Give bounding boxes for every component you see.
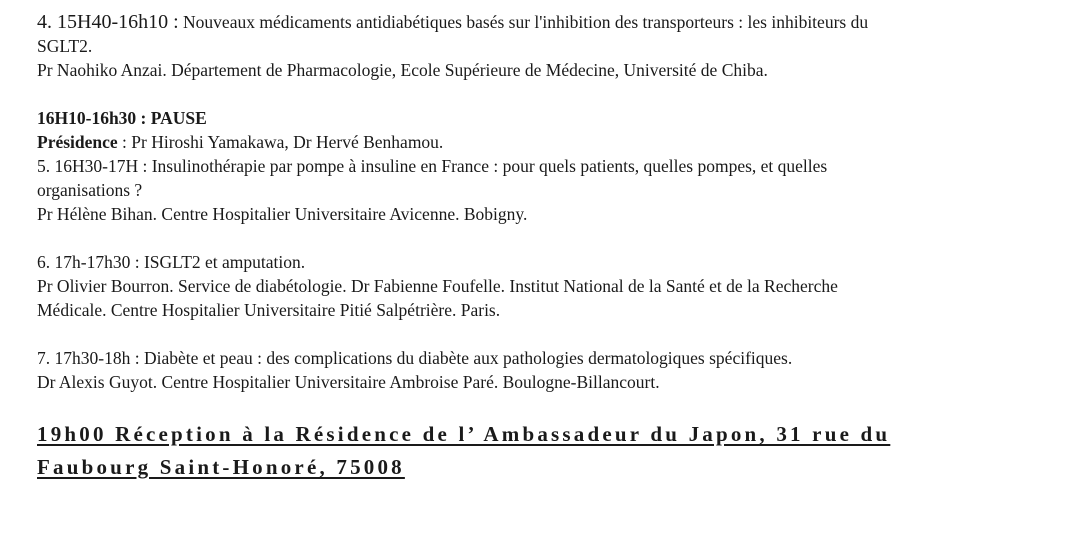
presidence-line (37, 130, 1047, 154)
session-4-title-line1 (37, 10, 1047, 34)
session-6-speaker-line2: Médicale. Centre Hospitalier Universitaire Pitié Salpétrière. Paris. (37, 300, 501, 320)
pause-heading: 16H10-16h30 : PAUSE (37, 108, 207, 128)
presidence-names: : Pr Hiroshi Yamakawa, Dr Hervé Benhamou. (117, 132, 444, 152)
spacer (37, 322, 1047, 346)
session-7-title: 7. 17h30-18h : Diabète et peau : des complications du diabète aux pathologies dermatologiques spécifiques. (37, 348, 793, 368)
session-5-title-line1: 5. 16H30-17H : Insulinothérapie par pompe à insuline en France : pour quels patients, quelles pompes, et quelles (37, 156, 828, 176)
spacer (37, 82, 1047, 106)
session-6-speaker-line1: Pr Olivier Bourron. Service de diabétologie. Dr Fabienne Foufelle. Institut National de la Santé et de la Recherche (37, 276, 838, 296)
reception-announcement (37, 418, 1047, 484)
session-4-speaker: Pr Naohiko Anzai. Département de Pharmacologie, Ecole Supérieure de Médecine, Université de Chiba. (37, 60, 768, 80)
spacer (37, 226, 1047, 250)
session-4-title-line2: SGLT2. (37, 36, 93, 56)
session-4-title-text: Nouveaux médicaments antidiabétiques basés sur l'inhibition des transporteurs : les inhibiteurs du (183, 12, 869, 32)
session-4-time: 4. 15H40-16h10 : (37, 11, 179, 33)
session-6-title: 6. 17h-17h30 : ISGLT2 et amputation. (37, 252, 306, 272)
session-5-speaker: Pr Hélène Bihan. Centre Hospitalier Universitaire Avicenne. Bobigny. (37, 204, 528, 224)
reception-line2: Faubourg Saint-Honoré, 75008 (37, 455, 405, 479)
session-7-speaker: Dr Alexis Guyot. Centre Hospitalier Universitaire Ambroise Paré. Boulogne-Billancourt. (37, 372, 660, 392)
reception-line1: 19h00 Réception à la Résidence de l’ Ambassadeur du Japon, 31 rue du (37, 422, 891, 446)
programme-page (37, 10, 1047, 484)
session-5-title-line2: organisations ? (37, 180, 143, 200)
presidence-label: Présidence (37, 132, 118, 152)
